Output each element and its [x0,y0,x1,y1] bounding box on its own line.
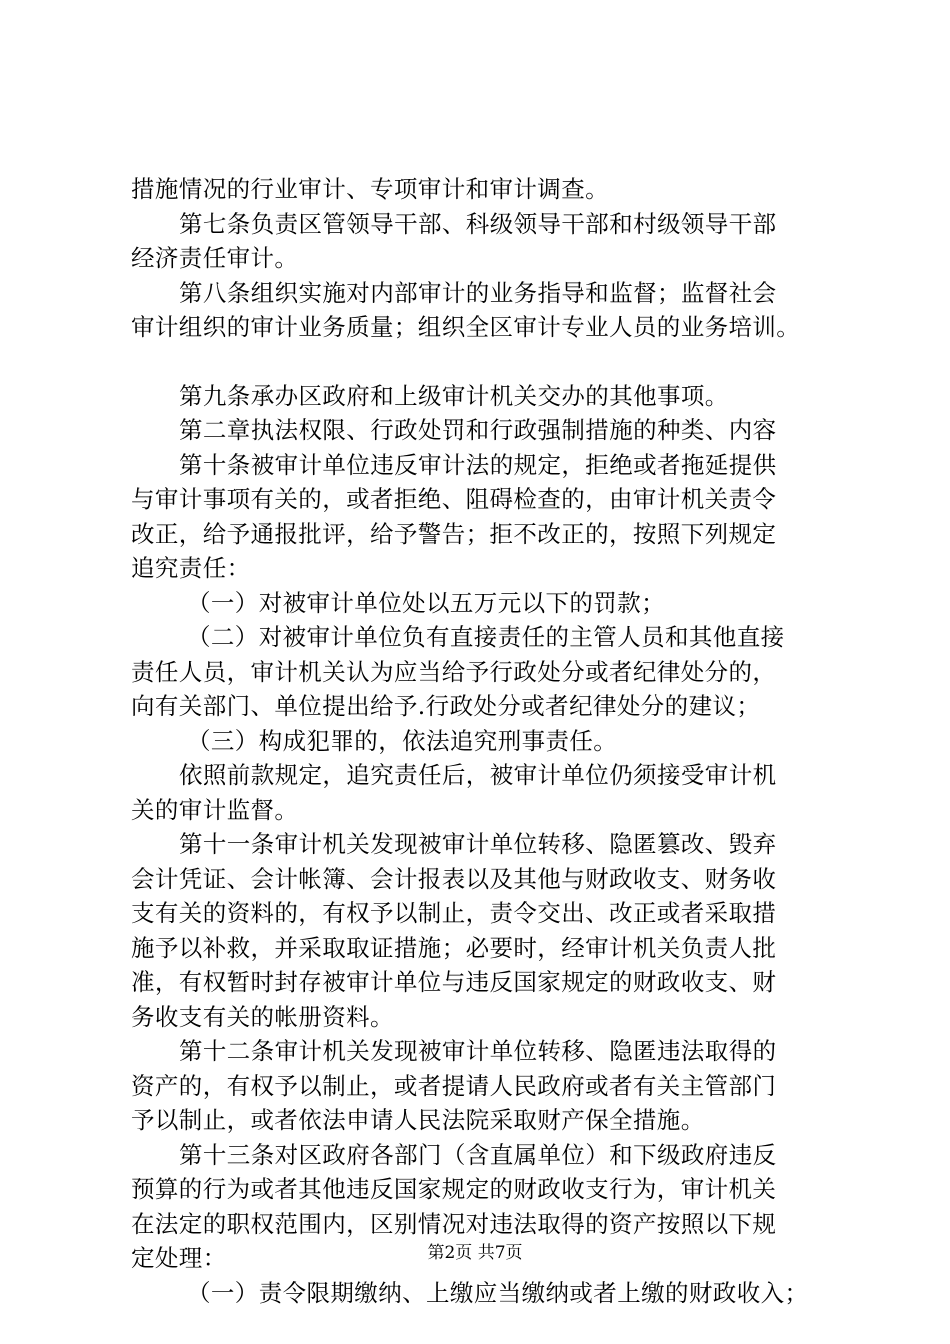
text-line: 措施情况的行业审计、专项审计和审计调查。 [131,175,609,203]
text-line: 予以制止，或者依法申请人民法院采取财产保全措施。 [131,1106,705,1134]
text-line: 第八条组织实施对内部审计的业务指导和监督；监督社会 [179,278,777,307]
text-line: 审计组织的审计业务质量；组织全区审计专业人员的业务培训。 [131,313,801,341]
text-line: 关的审计监督。 [131,795,299,824]
text-line: 支有关的资料的，有权予以制止，责令交出、改正或者采取措 [131,899,777,927]
text-line: 第十条被审计单位违反审计法的规定，拒绝或者拖延提供 [179,450,777,479]
text-line: 责任人员，审计机关认为应当给予行政处分或者纪律处分的， [131,657,777,686]
text-line: 第十一条审计机关发现被审计单位转移、隐匿篡改、毁弃 [179,830,777,858]
text-line: 第十三条对区政府各部门（含直属单位）和下级政府违反 [179,1140,777,1169]
text-line: 会计凭证、会计帐簿、会计报表以及其他与财政收支、财务收 [131,864,777,893]
text-line: 在法定的职权范围内，区别情况对违法取得的资产按照以下规 [131,1209,777,1238]
chapter-heading: 第二章执法权限、行政处罚和行政强制措施的种类、内容 [179,416,777,444]
document-body [131,172,841,1310]
text-line: 改正，给予通报批评，给予警告；拒不改正的，按照下列规定 [131,519,777,548]
text-line: 向有关部门、单位提出给予.行政处分或者纪律处分的建议； [131,692,761,720]
text-line: 第九条承办区政府和上级审计机关交办的其他事项。 [179,381,729,410]
text-line: （三）构成犯罪的，依法追究刑事责任。 [187,726,618,755]
text-line: 第十二条审计机关发现被审计单位转移、隐匿违法取得的 [179,1037,777,1065]
text-line: 预算的行为或者其他违反国家规定的财政收支行为，审计机关 [131,1175,777,1203]
text-line: （二）对被审计单位负有直接责任的主管人员和其他直接 [187,623,785,651]
page-number-footer: 第2页 共7页 [427,1243,523,1263]
paragraph-gap [131,345,841,379]
text-line: 与审计事项有关的，或者拒绝、阻碍检查的，由审计机关责令 [131,485,777,513]
text-line: 准，有权暂时封存被审计单位与违反国家规定的财政收支、财 [131,968,777,996]
text-line: （一）责令限期缴纳、上缴应当缴纳或者上缴的财政收入； [187,1278,809,1307]
text-line: 施予以补救，并采取取证措施；必要时，经审计机关负责人批 [131,933,777,962]
text-line: 依照前款规定，追究责任后，被审计单位仍须接受审计机 [179,761,777,789]
text-line: （一）对被审计单位处以五万元以下的罚款； [187,588,665,617]
text-line: 务收支有关的帐册资料。 [131,1002,394,1031]
text-line: 追究责任： [131,554,251,582]
text-line: 资产的，有权予以制止，或者提请人民政府或者有关主管部门 [131,1071,777,1100]
text-line: 经济责任审计。 [131,244,299,272]
text-line: 第七条负责区管领导干部、科级领导干部和村级领导干部 [179,209,777,238]
text-line: 定处理： [131,1244,227,1272]
